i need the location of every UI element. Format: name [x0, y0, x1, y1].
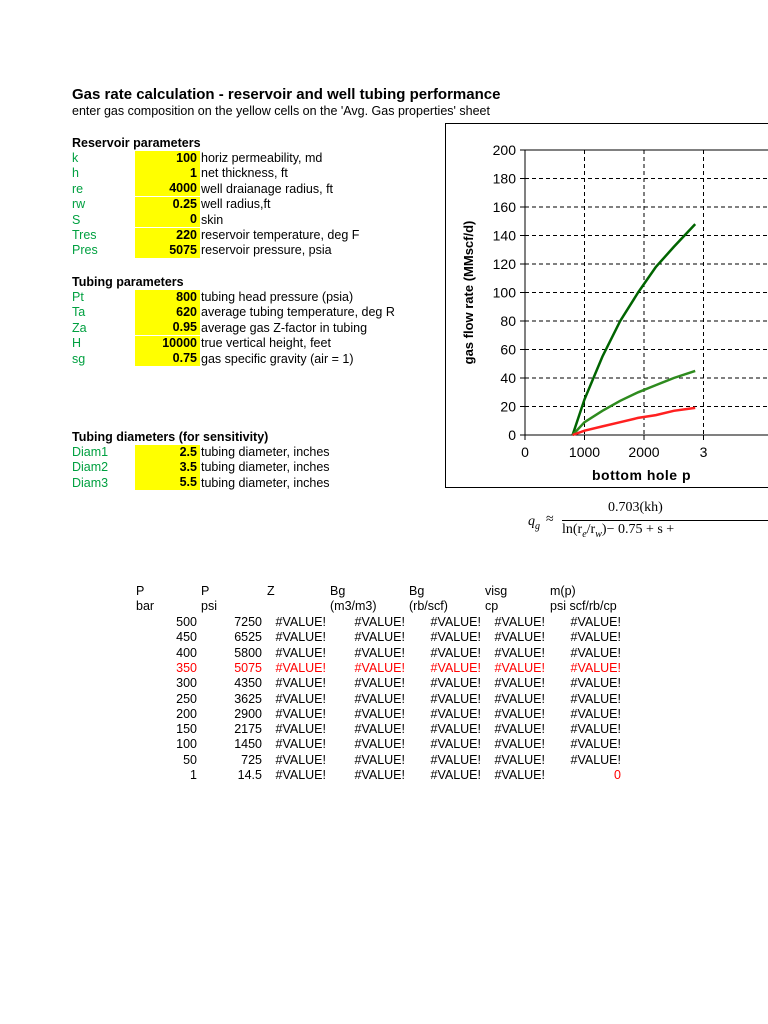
table-header: Z: [267, 584, 275, 598]
y-tick-label: 40: [500, 370, 516, 386]
table-cell-visg: #VALUE!: [494, 752, 545, 767]
table-cell-bg2: #VALUE!: [430, 752, 481, 767]
param-name: Diam1: [72, 445, 109, 459]
param-description: reservoir temperature, deg F: [201, 228, 360, 242]
table-cell-bg2: #VALUE!: [430, 676, 481, 691]
param-description: true vertical height, feet: [201, 336, 331, 351]
series-line-3: [573, 408, 696, 435]
param-name: Za: [72, 320, 87, 335]
table-cell-mp: #VALUE!: [570, 676, 621, 691]
table-cell-bar: 100: [176, 737, 197, 752]
param-description: horiz permeability, md: [201, 151, 323, 165]
table-cell-mp: #VALUE!: [570, 645, 621, 660]
gas-rate-chart-svg: [446, 124, 768, 487]
page-subtitle: enter gas composition on the yellow cells on the 'Avg. Gas properties' sheet: [72, 104, 490, 118]
y-tick-label: 200: [492, 142, 516, 158]
table-cell-psi: 1450: [234, 737, 262, 752]
param-value-cell[interactable]: 0.75: [135, 351, 200, 366]
formula-denominator: $\ln(r_e/r_w)- 0.75 + s$ +: [562, 522, 675, 540]
param-description: well draianage radius, ft: [201, 181, 334, 196]
table-cell-z: #VALUE!: [275, 676, 326, 691]
table-cell-bg2: #VALUE!: [430, 645, 481, 660]
param-value-cell[interactable]: 620: [135, 305, 200, 320]
param-value-cell[interactable]: 0.95: [135, 320, 200, 335]
table-cell-bar: 450: [176, 630, 197, 645]
param-value-cell[interactable]: 5.5: [135, 475, 200, 490]
param-name: H: [72, 336, 82, 351]
param-value-cell[interactable]: 0.25: [135, 197, 200, 212]
table-cell-bg1: #VALUE!: [354, 630, 405, 645]
table-header-unit: psi scf/rb/cp: [550, 599, 617, 613]
param-value-cell[interactable]: 1: [135, 166, 200, 181]
gas-rate-chart: [445, 123, 768, 488]
table-header-unit: (rb/scf): [409, 599, 448, 613]
table-cell-visg: #VALUE!: [494, 722, 545, 737]
table-cell-bar: 200: [176, 706, 197, 721]
table-cell-visg: #VALUE!: [494, 615, 545, 629]
table-cell-mp: #VALUE!: [570, 615, 621, 629]
param-value-cell[interactable]: 100: [135, 151, 200, 166]
param-value-cell[interactable]: 2.5: [135, 445, 200, 460]
series-line-1: [573, 224, 696, 435]
table-cell-bg2: #VALUE!: [430, 660, 481, 675]
table-cell-psi: 4350: [234, 676, 262, 691]
y-tick-label: 80: [500, 313, 516, 329]
page-title: Gas rate calculation - reservoir and well tubing performance: [72, 86, 501, 103]
table-cell-bg2: #VALUE!: [430, 706, 481, 721]
table-cell-bg1: #VALUE!: [354, 706, 405, 721]
table-cell-visg: #VALUE!: [494, 660, 545, 675]
table-cell-bg2: #VALUE!: [430, 768, 481, 782]
table-cell-bg1: #VALUE!: [354, 722, 405, 737]
x-axis-label: bottom hole p: [592, 467, 692, 483]
param-description: average gas Z-factor in tubing: [201, 320, 368, 335]
table-cell-bar: 150: [176, 722, 197, 737]
table-cell-psi: 5800: [234, 645, 262, 660]
table-cell-z: #VALUE!: [275, 615, 326, 629]
table-header-unit: cp: [485, 599, 499, 613]
table-cell-visg: #VALUE!: [494, 706, 545, 721]
param-description: tubing head pressure (psia): [201, 290, 354, 304]
y-tick-label: 60: [500, 341, 516, 358]
y-tick-label: 0: [508, 427, 516, 443]
table-cell-z: #VALUE!: [275, 752, 326, 767]
param-value-cell[interactable]: 220: [135, 228, 200, 243]
table-cell-visg: #VALUE!: [494, 645, 545, 660]
table-cell-bg2: #VALUE!: [430, 722, 481, 737]
param-name: Diam3: [72, 475, 109, 490]
table-cell-visg: #VALUE!: [494, 768, 545, 782]
param-name: re: [72, 181, 84, 196]
table-cell-bar: 300: [176, 676, 197, 691]
table-cell-psi: 14.5: [237, 768, 262, 782]
param-description: net thickness, ft: [201, 166, 288, 181]
table-cell-bg1: #VALUE!: [354, 691, 405, 706]
table-cell-visg: #VALUE!: [494, 676, 545, 691]
param-value-cell[interactable]: 10000: [135, 336, 200, 351]
table-cell-bar: 250: [176, 691, 197, 706]
table-cell-bg1: #VALUE!: [354, 768, 405, 782]
table-cell-bg1: #VALUE!: [354, 660, 405, 675]
table-cell-visg: #VALUE!: [494, 737, 545, 752]
table-header: P: [201, 584, 210, 598]
param-description: tubing diameter, inches: [201, 460, 330, 475]
table-cell-mp: 0: [614, 768, 621, 782]
table-cell-bar: 50: [183, 752, 197, 767]
table-cell-mp: #VALUE!: [570, 660, 621, 675]
param-value-cell[interactable]: 4000: [135, 181, 200, 196]
param-name: sg: [72, 351, 86, 366]
table-cell-visg: #VALUE!: [494, 630, 545, 645]
table-cell-z: #VALUE!: [275, 737, 326, 752]
table-header-unit: psi: [201, 599, 217, 613]
y-tick-label: 180: [492, 170, 516, 187]
param-name: S: [72, 212, 81, 227]
table-cell-visg: #VALUE!: [494, 691, 545, 706]
param-name: Pt: [72, 290, 84, 304]
table-cell-psi: 725: [241, 752, 262, 767]
table-cell-z: #VALUE!: [275, 645, 326, 660]
param-name: k: [72, 151, 79, 165]
table-cell-z: #VALUE!: [275, 768, 326, 782]
param-description: average tubing temperature, deg R: [201, 305, 395, 320]
table-cell-psi: 2900: [234, 706, 262, 721]
table-header-unit: (m3/m3): [330, 599, 377, 613]
table-cell-bg2: #VALUE!: [430, 615, 481, 629]
table-cell-mp: #VALUE!: [570, 691, 621, 706]
table-cell-z: #VALUE!: [275, 660, 326, 675]
table-cell-psi: 2175: [234, 722, 262, 737]
param-value-cell[interactable]: 3.5: [135, 460, 200, 475]
y-axis-label: gas flow rate (MMscf/d): [461, 220, 476, 365]
formula-lhs: $q_g$: [528, 514, 540, 532]
table-header: P: [136, 584, 145, 598]
table-header: Bg: [330, 584, 346, 598]
y-tick-label: 160: [492, 199, 516, 215]
table-cell-bar: 400: [176, 645, 197, 660]
param-description: tubing diameter, inches: [201, 445, 330, 459]
param-description: well radius,ft: [201, 197, 271, 212]
table-cell-bg1: #VALUE!: [354, 645, 405, 660]
table-cell-bg1: #VALUE!: [354, 737, 405, 752]
table-cell-mp: #VALUE!: [570, 752, 621, 767]
table-cell-bg1: #VALUE!: [354, 615, 405, 629]
param-value-cell[interactable]: 0: [135, 212, 200, 227]
table-header: m(p): [550, 584, 576, 598]
table-cell-psi: 5075: [234, 660, 262, 675]
param-description: skin: [201, 212, 224, 227]
param-description: tubing diameter, inches: [201, 475, 330, 490]
formula-approx: ≈: [546, 512, 554, 527]
table-cell-z: #VALUE!: [275, 691, 326, 706]
table-cell-mp: #VALUE!: [570, 737, 621, 752]
y-tick-label: 120: [492, 256, 516, 272]
param-value-cell[interactable]: 800: [135, 290, 200, 305]
table-cell-mp: #VALUE!: [570, 706, 621, 721]
param-name: Tres: [72, 228, 97, 242]
table-cell-mp: #VALUE!: [570, 630, 621, 645]
param-name: Pres: [72, 243, 98, 258]
param-name: rw: [72, 197, 86, 212]
table-cell-z: #VALUE!: [275, 722, 326, 737]
series-line-2: [573, 371, 696, 435]
y-tick-label: 100: [492, 284, 516, 301]
table-cell-psi: 7250: [234, 615, 262, 629]
y-tick-label: 140: [492, 227, 516, 244]
table-cell-bg2: #VALUE!: [430, 630, 481, 645]
param-description: reservoir pressure, psia: [201, 243, 332, 258]
x-tick-label: 2000: [628, 444, 660, 460]
table-header: Bg: [409, 584, 425, 598]
diameters-heading: Tubing diameters (for sensitivity): [72, 430, 269, 444]
x-tick-label: 0: [521, 444, 529, 460]
table-cell-bg2: #VALUE!: [430, 691, 481, 706]
table-cell-z: #VALUE!: [275, 706, 326, 721]
table-cell-psi: 6525: [234, 630, 262, 645]
x-tick-label: 1000: [568, 444, 601, 460]
param-name: Diam2: [72, 460, 109, 475]
param-name: h: [72, 166, 79, 181]
formula-numerator: 0.703(kh): [608, 500, 663, 515]
table-cell-z: #VALUE!: [275, 630, 326, 645]
table-cell-mp: #VALUE!: [570, 722, 621, 737]
reservoir-heading: Reservoir parameters: [72, 136, 201, 150]
tubing-heading: Tubing parameters: [72, 275, 184, 289]
table-cell-bar: 350: [176, 660, 197, 675]
formula-fraction-bar: [562, 520, 768, 521]
table-cell-bar: 500: [176, 615, 197, 629]
table-cell-psi: 3625: [234, 691, 262, 706]
table-header-unit: bar: [136, 599, 155, 613]
param-name: Ta: [72, 305, 86, 320]
param-value-cell[interactable]: 5075: [135, 243, 200, 258]
table-cell-bg1: #VALUE!: [354, 752, 405, 767]
rate-formula: [528, 500, 768, 550]
param-description: gas specific gravity (air = 1): [201, 351, 354, 366]
table-cell-bar: 1: [190, 768, 197, 782]
y-tick-label: 20: [500, 398, 516, 415]
table-cell-bg2: #VALUE!: [430, 737, 481, 752]
x-tick-label: 3: [699, 444, 708, 460]
table-cell-bg1: #VALUE!: [354, 676, 405, 691]
table-header: visg: [485, 584, 508, 598]
